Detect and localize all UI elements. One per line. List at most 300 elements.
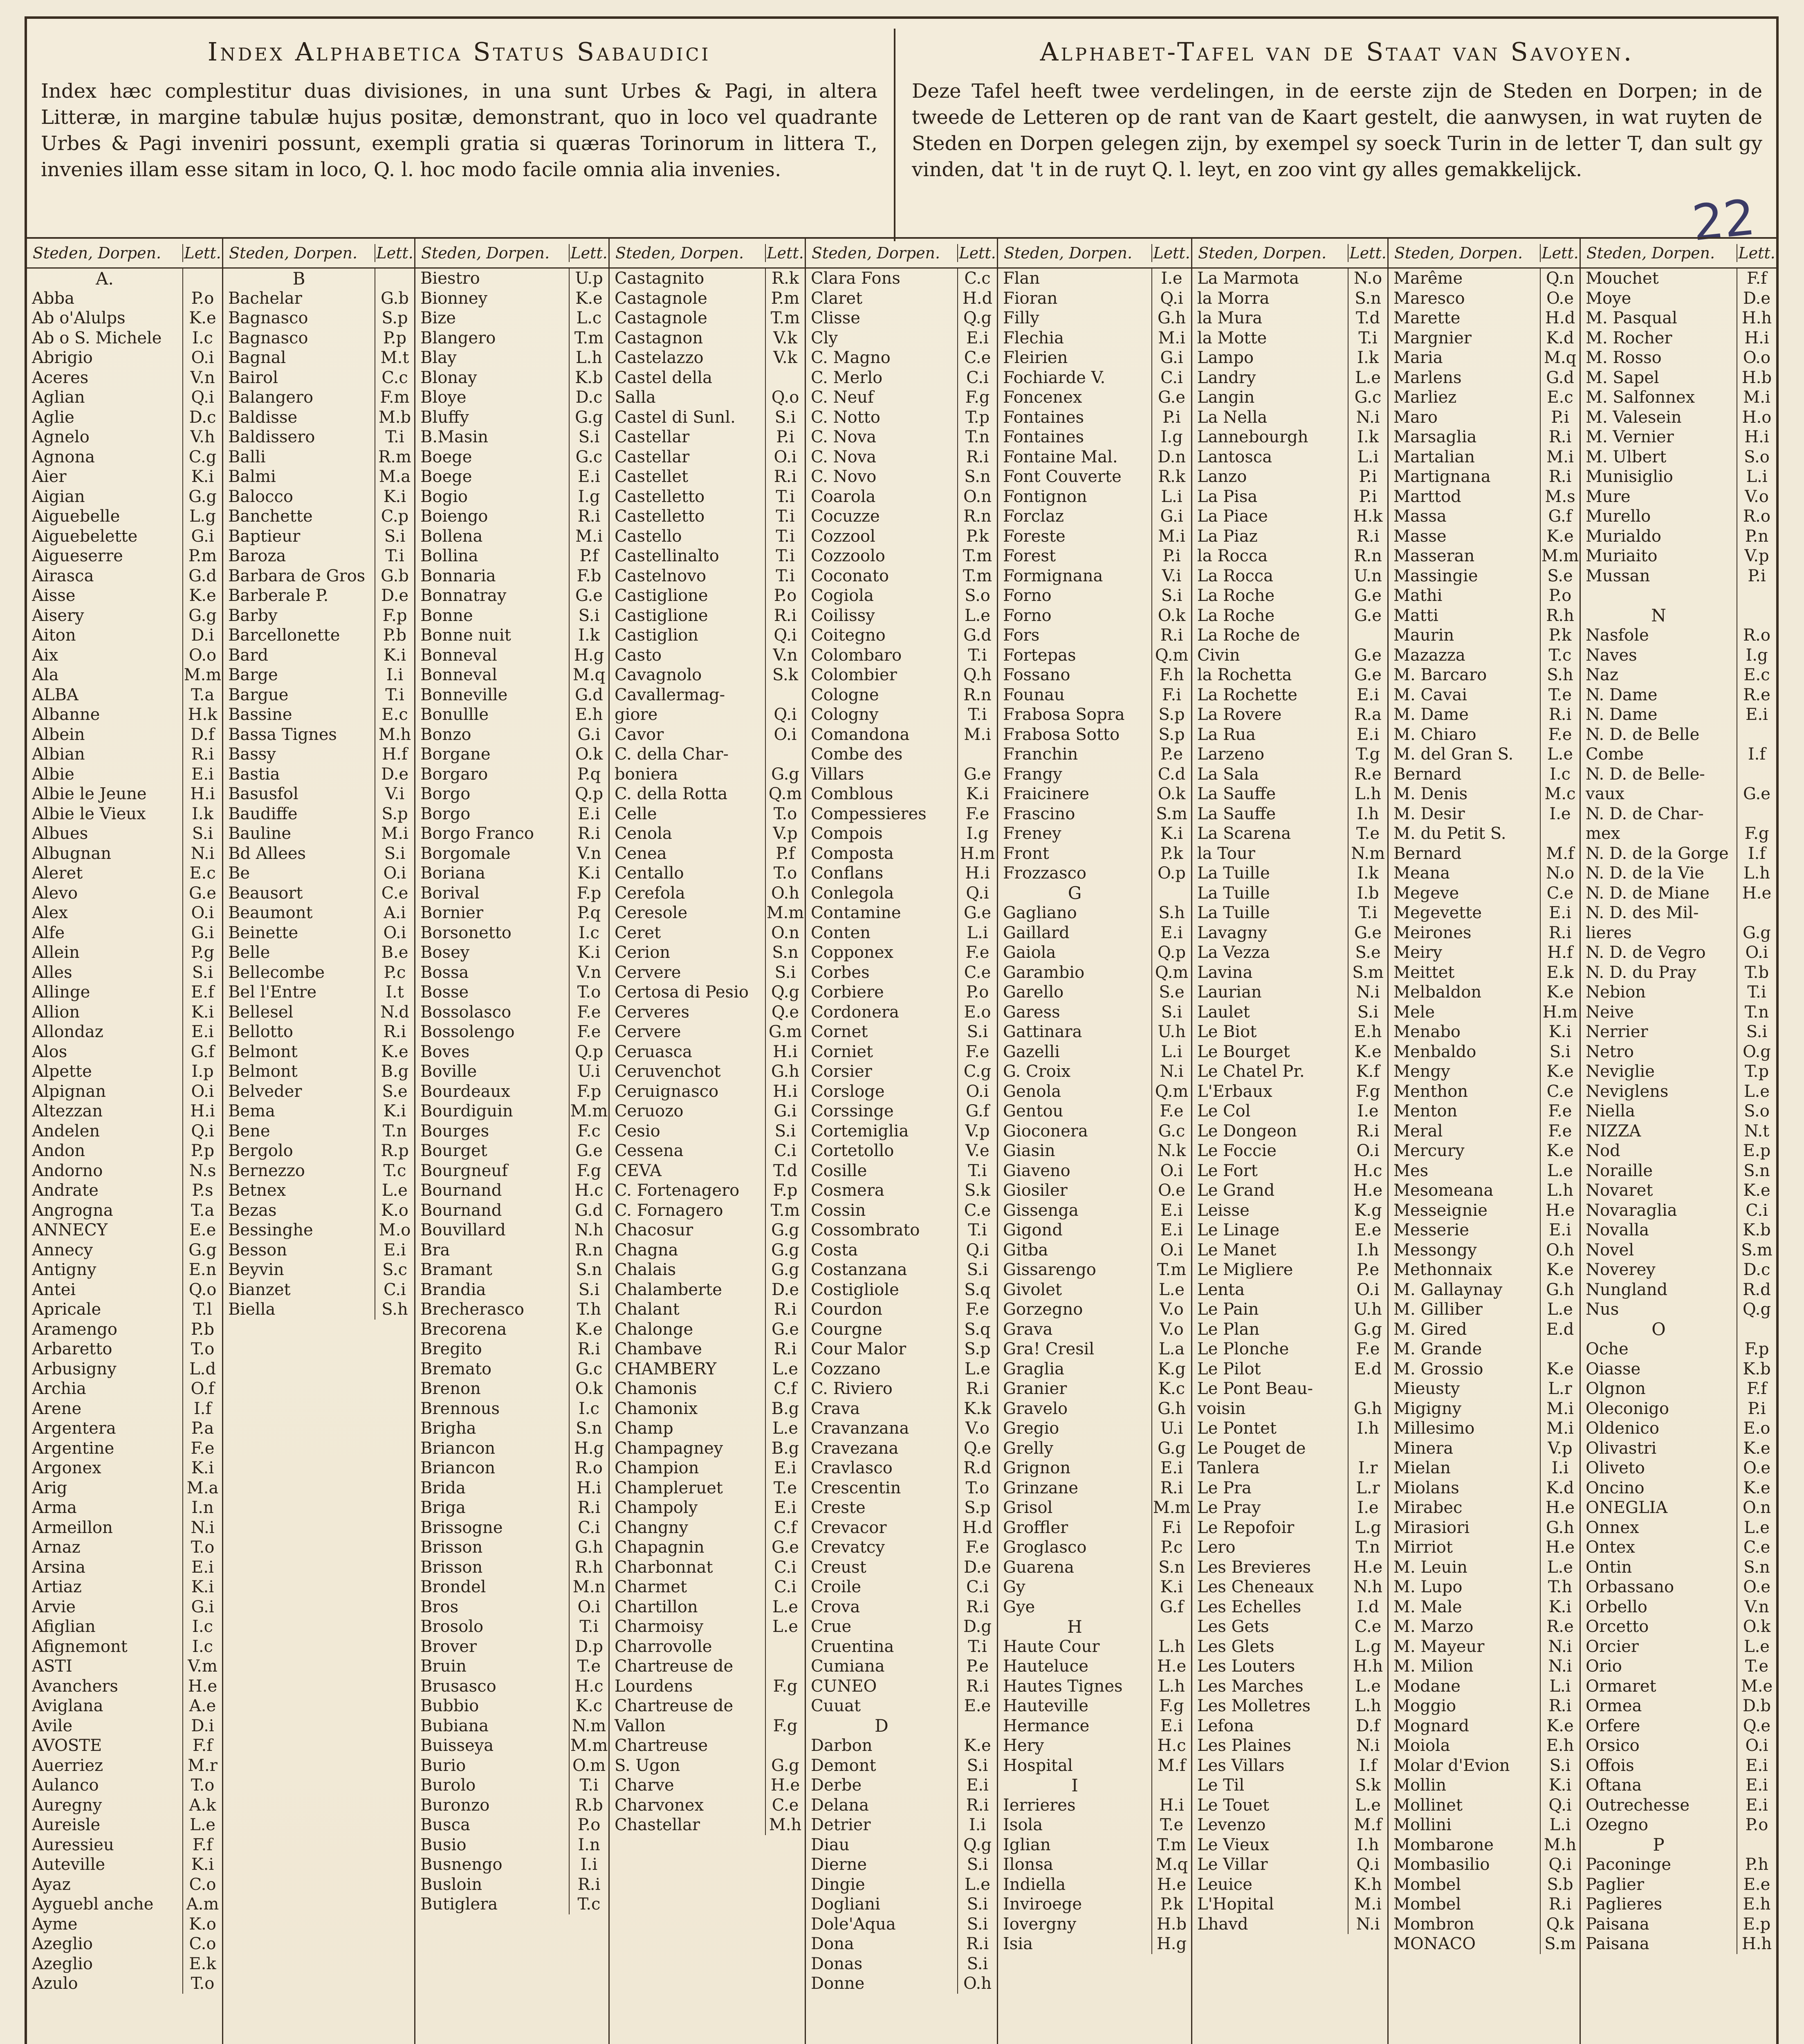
index-entry xyxy=(610,1498,805,1518)
index-entry xyxy=(1192,368,1387,388)
place-name: Naz xyxy=(1586,666,1618,685)
place-name: Cenola xyxy=(615,824,672,843)
grid-reference: R.e xyxy=(1348,764,1387,784)
grid-reference: G.i xyxy=(1151,348,1191,368)
place-name: Crescentin xyxy=(811,1478,901,1497)
place-name: Castellet xyxy=(615,467,689,486)
index-entry xyxy=(998,923,1191,943)
grid-reference: O.i xyxy=(957,1082,997,1102)
index-entry xyxy=(223,487,414,507)
grid-reference: Q.i xyxy=(957,883,997,903)
place-name: Castelazzo xyxy=(615,348,704,368)
index-entry xyxy=(27,863,222,883)
place-name: Alpignan xyxy=(32,1082,106,1101)
place-name: Mouchet xyxy=(1586,269,1659,288)
place-name: Gy xyxy=(1003,1578,1025,1597)
grid-reference: E.e xyxy=(957,1696,997,1716)
index-entry xyxy=(806,1597,997,1617)
place-name: Granier xyxy=(1003,1379,1067,1399)
grid-reference: G.d xyxy=(569,685,608,705)
place-name: Founau xyxy=(1003,685,1065,704)
grid-reference: F.m xyxy=(375,388,414,408)
place-name: Corbes xyxy=(811,963,870,982)
index-entry xyxy=(610,1577,805,1597)
place-name: Menabo xyxy=(1393,1022,1461,1042)
index-entry xyxy=(1389,1101,1580,1121)
place-name: ASTI xyxy=(32,1657,72,1676)
grid-reference: S.o xyxy=(1737,447,1776,467)
section-letter xyxy=(1581,1835,1776,1855)
grid-reference: T.a xyxy=(182,1201,222,1221)
index-entry xyxy=(1192,1537,1387,1558)
index-entry xyxy=(223,368,414,388)
place-name: Busio xyxy=(420,1835,467,1854)
grid-reference: R.i xyxy=(569,507,608,527)
index-entry xyxy=(998,625,1191,645)
index-entry xyxy=(1389,586,1580,606)
index-entry xyxy=(1192,1498,1387,1518)
place-name: Miolans xyxy=(1393,1478,1459,1497)
grid-reference: H.b xyxy=(1151,1914,1191,1934)
grid-reference: N.t xyxy=(1737,1121,1776,1141)
grid-reference: N.i xyxy=(1540,1656,1580,1676)
place-name: Borgo xyxy=(420,804,471,823)
place-name: Modane xyxy=(1393,1676,1461,1696)
grid-reference: C.o xyxy=(182,1934,222,1954)
column-header-letter: Lett. xyxy=(765,244,805,262)
index-entry xyxy=(1389,804,1580,824)
place-name: M. Ulbert xyxy=(1586,447,1667,466)
place-name: Nus xyxy=(1586,1300,1619,1319)
grid-reference: T.o xyxy=(182,1974,222,1994)
index-entry xyxy=(806,1558,997,1578)
grid-reference: P.o xyxy=(1737,1815,1776,1835)
index-entry xyxy=(1581,546,1776,566)
grid-reference: T.n xyxy=(957,427,997,447)
place-name: Orbello xyxy=(1586,1597,1647,1616)
grid-reference: I.k xyxy=(182,804,222,824)
page-number: 22 xyxy=(1690,189,1758,252)
place-name: Olgnon xyxy=(1586,1379,1646,1399)
index-entry xyxy=(1192,1558,1387,1578)
grid-reference: K.d xyxy=(1540,1478,1580,1498)
place-name: Aceres xyxy=(32,368,89,387)
place-name: Abrigio xyxy=(32,348,93,368)
place-name: Cenea xyxy=(615,844,667,863)
index-entry xyxy=(610,546,805,566)
index-entry xyxy=(610,368,805,388)
place-name: Oche xyxy=(1586,1340,1629,1359)
index-entry xyxy=(223,1101,414,1121)
index-entry xyxy=(1389,923,1580,943)
index-entry xyxy=(806,903,997,923)
place-name: Annecy xyxy=(32,1240,93,1260)
grid-reference: R.d xyxy=(957,1458,997,1478)
index-entry xyxy=(998,368,1191,388)
index-entry xyxy=(1581,744,1776,764)
grid-reference: H.i xyxy=(1737,328,1776,348)
index-entry xyxy=(223,348,414,368)
place-name: Allondaz xyxy=(32,1022,103,1042)
place-name: Bairol xyxy=(228,368,278,387)
place-name: Frabosa Sotto xyxy=(1003,725,1120,744)
place-name: La Tuille xyxy=(1197,864,1270,883)
grid-reference: O.n xyxy=(1737,1498,1776,1518)
grid-reference: P.b xyxy=(375,625,414,645)
place-name: Mengy xyxy=(1393,1062,1450,1081)
index-entry xyxy=(415,527,608,547)
index-entry xyxy=(1389,1339,1580,1359)
grid-reference: H.c xyxy=(1348,1161,1387,1181)
section-letter xyxy=(998,1617,1191,1637)
grid-reference: N.i xyxy=(182,1518,222,1538)
index-entry xyxy=(806,566,997,586)
grid-reference: P.f xyxy=(569,546,608,566)
index-entry xyxy=(1192,1795,1387,1815)
index-entry xyxy=(1192,1894,1387,1914)
place-name: N. D. de la Gorge xyxy=(1586,844,1729,863)
index-entry xyxy=(415,1201,608,1221)
grid-reference: S.e xyxy=(1540,566,1580,586)
place-name: Orcetto xyxy=(1586,1617,1649,1636)
place-name: Gravelo xyxy=(1003,1399,1068,1418)
index-entry xyxy=(998,328,1191,348)
index-entry xyxy=(806,685,997,705)
place-name: Champ xyxy=(615,1419,673,1438)
grid-reference: F.b xyxy=(569,566,608,586)
index-entry xyxy=(998,1498,1191,1518)
grid-reference: K.i xyxy=(1540,1022,1580,1042)
grid-reference: S.n xyxy=(1737,1558,1776,1578)
grid-reference: D.b xyxy=(1737,1696,1776,1716)
place-name: Giasin xyxy=(1003,1141,1055,1161)
place-name: Oldenico xyxy=(1586,1419,1659,1438)
grid-reference: E.k xyxy=(182,1954,222,1974)
place-name: Flan xyxy=(1003,269,1040,288)
grid-reference xyxy=(1348,1439,1387,1459)
place-name: Chambave xyxy=(615,1340,702,1359)
grid-reference xyxy=(765,1637,805,1657)
grid-reference: H.k xyxy=(1348,507,1387,527)
index-entry xyxy=(27,1082,222,1102)
grid-reference: H.f xyxy=(375,744,414,764)
place-name: Bourdiguin xyxy=(420,1102,513,1121)
grid-reference: R.n xyxy=(1348,546,1387,566)
place-name: Andon xyxy=(32,1141,85,1161)
index-entry xyxy=(1581,447,1776,467)
place-name: Cortemiglia xyxy=(811,1121,909,1141)
section-letter xyxy=(998,1775,1191,1795)
place-name: Alex xyxy=(32,903,68,923)
index-entry xyxy=(1192,527,1387,547)
grid-reference: G.i xyxy=(182,527,222,547)
grid-reference: D.f xyxy=(1348,1716,1387,1736)
index-entry xyxy=(806,1379,997,1399)
grid-reference xyxy=(765,368,805,388)
grid-reference: K.e xyxy=(182,308,222,328)
grid-reference: E.i xyxy=(1737,1756,1776,1776)
index-entry xyxy=(806,447,997,467)
grid-reference: S.p xyxy=(375,804,414,824)
index-entry xyxy=(998,903,1191,923)
index-entry xyxy=(1192,308,1387,328)
grid-reference: I.i xyxy=(569,1855,608,1875)
grid-reference: M.f xyxy=(1540,844,1580,864)
index-entry xyxy=(415,1062,608,1082)
grid-reference: U.p xyxy=(569,269,608,289)
index-entry xyxy=(27,982,222,1002)
index-entry xyxy=(27,1280,222,1300)
grid-reference: H.e xyxy=(1151,1875,1191,1895)
place-name: Bramant xyxy=(420,1260,492,1280)
grid-reference: Q.k xyxy=(1540,1914,1580,1934)
section-letter-label: N xyxy=(1651,605,1666,626)
index-entry xyxy=(1389,546,1580,566)
index-entry xyxy=(1581,1478,1776,1498)
place-name: Cravlasco xyxy=(811,1459,893,1478)
index-entry xyxy=(806,1875,997,1895)
index-entry xyxy=(1389,1141,1580,1161)
grid-reference: R.i xyxy=(1151,1478,1191,1498)
grid-reference: S.i xyxy=(569,606,608,626)
place-name: Mollin xyxy=(1393,1776,1447,1795)
grid-reference: P.b xyxy=(182,1320,222,1340)
place-name: Fontaine Mal. xyxy=(1003,447,1118,466)
index-entry xyxy=(610,606,805,626)
grid-reference: S.i xyxy=(1151,586,1191,606)
grid-reference: L.e xyxy=(957,1359,997,1379)
index-entry xyxy=(806,1220,997,1240)
index-entry xyxy=(27,1716,222,1736)
index-entry xyxy=(1581,507,1776,527)
place-name: Cortetollo xyxy=(811,1141,894,1161)
place-name: Salla xyxy=(615,388,656,407)
grid-reference: R.k xyxy=(765,269,805,289)
place-name: Laurian xyxy=(1197,983,1262,1002)
grid-reference: L.i xyxy=(1151,1042,1191,1062)
index-entry xyxy=(998,1855,1191,1875)
index-entry xyxy=(1389,943,1580,963)
grid-reference: S.h xyxy=(1540,665,1580,685)
index-entry xyxy=(1389,566,1580,586)
grid-reference: S.m xyxy=(1737,1240,1776,1260)
grid-reference: S.k xyxy=(957,1181,997,1201)
index-entry xyxy=(415,1696,608,1716)
column-header xyxy=(806,239,997,269)
grid-reference: H.d xyxy=(1540,308,1580,328)
index-entry xyxy=(610,1399,805,1419)
index-entry xyxy=(27,308,222,328)
grid-reference: G.g xyxy=(1348,1320,1387,1340)
index-entry xyxy=(415,1875,608,1895)
place-name: Minera xyxy=(1393,1439,1454,1458)
index-entry xyxy=(1192,586,1387,606)
section-letter-label: B xyxy=(292,268,305,289)
index-entry xyxy=(998,963,1191,983)
index-entry xyxy=(415,1379,608,1399)
grid-reference: M.q xyxy=(1540,348,1580,368)
place-name: ONEGLIA xyxy=(1586,1498,1668,1517)
index-entry xyxy=(998,308,1191,328)
grid-reference: F.e xyxy=(1540,725,1580,745)
grid-reference: K.e xyxy=(1540,1260,1580,1280)
index-entry xyxy=(1581,1419,1776,1439)
grid-reference: F.i xyxy=(1151,1518,1191,1538)
grid-reference: L.e xyxy=(957,606,997,626)
index-entry xyxy=(1581,527,1776,547)
grid-reference: B.g xyxy=(375,1062,414,1082)
grid-reference: P.o xyxy=(1540,586,1580,606)
grid-reference: G.e xyxy=(569,1141,608,1161)
grid-reference: K.e xyxy=(1737,1478,1776,1498)
index-entry xyxy=(1581,982,1776,1002)
grid-reference: H.i xyxy=(1151,1795,1191,1815)
grid-reference: P.s xyxy=(182,1181,222,1201)
place-name: Castellar xyxy=(615,428,690,447)
place-name: Ceruignasco xyxy=(615,1082,719,1101)
place-name: La Tuille xyxy=(1197,883,1270,903)
place-name: Borsonetto xyxy=(420,923,512,942)
grid-reference xyxy=(957,744,997,764)
index-entry xyxy=(415,1815,608,1835)
place-name: Villars xyxy=(811,764,864,784)
place-name: M. Dame xyxy=(1393,705,1469,724)
grid-reference: G.d xyxy=(182,566,222,586)
grid-reference: R.i xyxy=(182,744,222,764)
grid-reference: K.i xyxy=(569,863,608,883)
index-entry xyxy=(1192,507,1387,527)
grid-reference: L.r xyxy=(1348,1478,1387,1498)
place-name: Castello xyxy=(615,527,682,546)
index-entry xyxy=(415,645,608,666)
index-entry xyxy=(1581,903,1776,923)
index-entry xyxy=(1192,1518,1387,1538)
place-name: Gagliano xyxy=(1003,903,1077,923)
place-name: Ozegno xyxy=(1586,1815,1648,1835)
index-entry xyxy=(610,804,805,824)
index-entry xyxy=(1389,348,1580,368)
grid-reference: E.i xyxy=(1151,1716,1191,1736)
grid-reference: U.h xyxy=(1151,1022,1191,1042)
index-entry xyxy=(223,1240,414,1260)
place-name: Bosey xyxy=(420,943,470,962)
grid-reference: T.n xyxy=(1348,1537,1387,1558)
grid-reference: C.i xyxy=(765,1141,805,1161)
index-entry xyxy=(223,1062,414,1082)
place-name: M. Salfonnex xyxy=(1586,388,1695,407)
grid-reference: G.h xyxy=(765,1062,805,1082)
grid-reference: C.e xyxy=(957,963,997,983)
place-name: Chartreuse xyxy=(615,1736,708,1755)
place-name: Biella xyxy=(228,1300,276,1319)
place-name: Dingie xyxy=(811,1875,865,1894)
place-name: Dona xyxy=(811,1934,854,1954)
place-name: Albian xyxy=(32,745,85,764)
index-entry xyxy=(610,1696,805,1716)
index-entry xyxy=(1192,1855,1387,1875)
index-entry xyxy=(1192,982,1387,1002)
place-name: Orfere xyxy=(1586,1716,1640,1735)
index-column-6 xyxy=(998,239,1192,2044)
grid-reference: P.g xyxy=(182,943,222,963)
place-name: Bargue xyxy=(228,685,289,704)
grid-reference: T.g xyxy=(1348,744,1387,764)
index-entry xyxy=(998,1577,1191,1597)
index-entry xyxy=(610,1656,805,1676)
grid-reference: E.c xyxy=(182,863,222,883)
place-name: M. Gilliber xyxy=(1393,1300,1483,1319)
place-name: Arma xyxy=(32,1498,77,1517)
place-name: Bournand xyxy=(420,1181,502,1200)
index-entry xyxy=(1389,725,1580,745)
index-entry xyxy=(806,467,997,487)
place-name: Ceruozo xyxy=(615,1102,684,1121)
index-entry xyxy=(806,1478,997,1498)
index-entry xyxy=(1192,1022,1387,1042)
grid-reference: M.n xyxy=(569,1577,608,1597)
place-name: Albie le Vieux xyxy=(32,804,146,823)
grid-reference: L.e xyxy=(1540,1300,1580,1320)
grid-reference: I.e xyxy=(1151,269,1191,289)
place-name: Aigueserre xyxy=(32,547,123,566)
index-entry xyxy=(1389,1201,1580,1221)
place-name: Chagna xyxy=(615,1240,678,1260)
place-name: Dole'Aqua xyxy=(811,1914,896,1934)
place-name: M. Mayeur xyxy=(1393,1637,1485,1656)
index-entry xyxy=(1192,388,1387,408)
index-entry xyxy=(1389,1537,1580,1558)
place-name: Freney xyxy=(1003,824,1061,843)
index-entry xyxy=(1192,348,1387,368)
place-name: Muriaito xyxy=(1586,547,1658,566)
place-name: Demont xyxy=(811,1756,876,1775)
grid-reference: H.e xyxy=(1540,1537,1580,1558)
place-name: Le Pilot xyxy=(1197,1359,1261,1378)
index-entry xyxy=(415,328,608,348)
place-name: Azeglio xyxy=(32,1954,93,1973)
index-entry xyxy=(998,269,1191,289)
index-entry xyxy=(806,1121,997,1141)
place-name: Tanlera xyxy=(1197,1459,1260,1478)
place-name: Lenta xyxy=(1197,1280,1245,1299)
place-name: Grelly xyxy=(1003,1439,1053,1458)
place-name: Balangero xyxy=(228,388,314,407)
grid-reference: R.i xyxy=(1540,923,1580,943)
place-name: Mirabec xyxy=(1393,1498,1463,1517)
index-entry xyxy=(610,447,805,467)
grid-reference: L.i xyxy=(1348,447,1387,467)
index-entry xyxy=(1581,1736,1776,1756)
place-name: Oftana xyxy=(1586,1776,1642,1795)
grid-reference: G.g xyxy=(765,1220,805,1240)
grid-reference: V.n xyxy=(765,645,805,666)
index-entry xyxy=(415,1220,608,1240)
place-name: Masse xyxy=(1393,527,1447,546)
place-name: Meral xyxy=(1393,1121,1443,1141)
grid-reference: N.m xyxy=(569,1716,608,1736)
column-header-name: Steden, Dorpen. xyxy=(421,244,550,262)
index-entry xyxy=(610,784,805,804)
grid-reference: O.e xyxy=(1737,1458,1776,1478)
place-name: Frabosa Sopra xyxy=(1003,705,1125,724)
place-name: Meiry xyxy=(1393,943,1443,962)
grid-reference: E.i xyxy=(1151,1458,1191,1478)
grid-reference: T.o xyxy=(765,804,805,824)
index-entry xyxy=(1192,467,1387,487)
grid-reference xyxy=(957,1716,997,1736)
place-name: Novel xyxy=(1586,1240,1634,1260)
grid-reference: D.c xyxy=(569,388,608,408)
